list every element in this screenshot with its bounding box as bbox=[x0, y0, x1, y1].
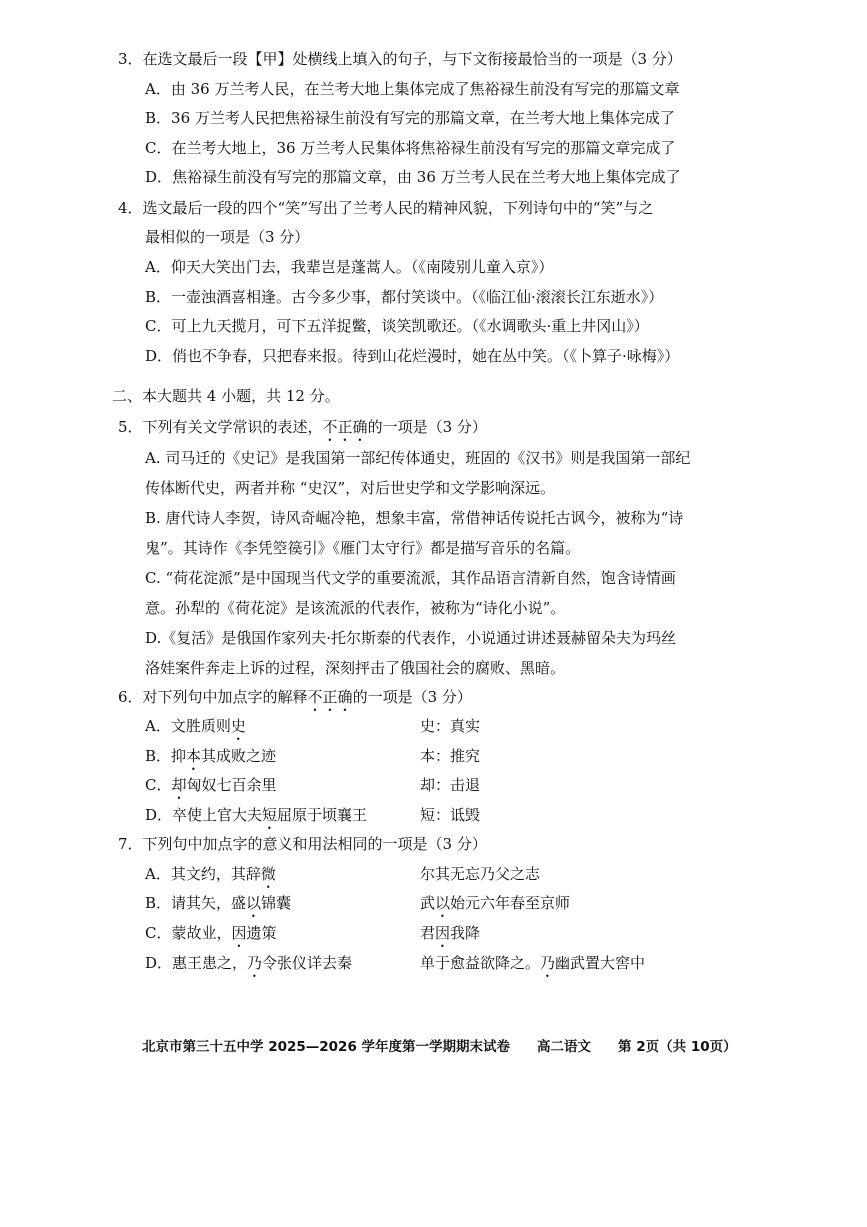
q3-option-a: A．由 36 万兰考人民，在兰考大地上集体完成了焦裕禄生前没有写完的那篇文章 bbox=[145, 80, 680, 98]
q5-option-a-line2: 传体断代史，两者并称 “史汉”，对后世史学和文学影响深远。 bbox=[145, 479, 556, 497]
emphasis-text: 不正确 bbox=[322, 418, 368, 436]
q6-option-d: D．卒使上官大夫短屈原于顷襄王 bbox=[145, 806, 368, 824]
q7-option-c-left: C．蒙故业，因遗策 bbox=[145, 924, 277, 942]
q7-option-b-right: 武以始元六年春至京师 bbox=[420, 894, 571, 912]
q6-gloss-a: 史：真实 bbox=[420, 717, 481, 735]
q7-option-c-right: 君因我降 bbox=[420, 924, 481, 942]
q3-stem: 3．在选文最后一段【甲】处横线上填入的句子，与下文衔接最恰当的一项是（3 分） bbox=[118, 50, 682, 68]
q5-stem: 5．下列有关文学常识的表述，不正确的一项是（3 分） bbox=[118, 418, 487, 436]
section-heading: 二、本大题共 4 小题，共 12 分。 bbox=[112, 387, 340, 405]
q6-option-b: B．抑本其成败之迹 bbox=[145, 747, 277, 765]
q6-gloss-d: 短：诋毁 bbox=[420, 806, 481, 824]
q6-stem: 6．对下列句中加点字的解释不正确的一项是（3 分） bbox=[118, 688, 472, 706]
q6-gloss-b: 本：推究 bbox=[420, 747, 481, 765]
q5-option-d-line2: 洛娃案件奔走上诉的过程，深刻抨击了俄国社会的腐败、黑暗。 bbox=[145, 659, 566, 677]
q5-option-c-line1: C. “荷花淀派”是中国现当代文学的重要流派，其作品语言清新自然，饱含诗情画 bbox=[145, 569, 676, 587]
q7-option-d-right: 单于愈益欲降之。乃幽武置大窖中 bbox=[420, 954, 646, 972]
q7-stem: 7．下列句中加点字的意义和用法相同的一项是（3 分） bbox=[118, 835, 487, 853]
q7-option-a-left: A．其文约，其辞微 bbox=[145, 865, 276, 883]
q6-option-a: A．文胜质则史 bbox=[145, 717, 246, 735]
q6-option-c: C．却匈奴七百余里 bbox=[145, 776, 277, 794]
q3-option-c: C．在兰考大地上，36 万兰考人民集体将焦裕禄生前没有写完的那篇文章完成了 bbox=[145, 139, 676, 157]
emphasis-text: 不正确 bbox=[307, 688, 353, 706]
q4-option-b: B．一壶浊酒喜相逢。古今多少事，都付笑谈中。（《临江仙·滚滚长江东逝水》） bbox=[145, 288, 664, 306]
q4-option-c: C．可上九天揽月，可下五洋捉鳖，谈笑凯歌还。（《水调歌头·重上井冈山》） bbox=[145, 317, 649, 335]
q5-option-a-line1: A. 司马迁的《史记》是我国第一部纪传体通史，班固的《汉书》则是我国第一部纪 bbox=[145, 449, 691, 467]
q4-stem-line2: 最相似的一项是（3 分） bbox=[145, 228, 310, 246]
q7-option-a-right: 尔其无忘乃父之志 bbox=[420, 865, 541, 883]
q7-option-d-left: D．惠王患之，乃令张仪详去秦 bbox=[145, 954, 353, 972]
q5-option-b-line2: 鬼”。其诗作《李凭箜篌引》《雁门太守行》都是描写音乐的名篇。 bbox=[145, 539, 581, 557]
q7-option-b-left: B．请其矢，盛以锦囊 bbox=[145, 894, 292, 912]
q3-option-d: D．焦裕禄生前没有写完的那篇文章，由 36 万兰考人民在兰考大地上集体完成了 bbox=[145, 168, 681, 186]
q4-option-d: D．俏也不争春，只把春来报。待到山花烂漫时，她在丛中笑。（《卜算子·咏梅》） bbox=[145, 347, 680, 365]
q4-stem-line1: 4．选文最后一段的四个“笑”写出了兰考人民的精神风貌，下列诗句中的“笑”与之 bbox=[118, 199, 654, 217]
q5-option-b-line1: B. 唐代诗人李贺，诗风奇崛冷艳，想象丰富，常借神话传说托古讽今，被称为“诗 bbox=[145, 509, 684, 527]
q5-option-d-line1: D.《复活》是俄国作家列夫·托尔斯泰的代表作，小说通过讲述聂赫留朵夫为玛丝 bbox=[145, 629, 677, 647]
q3-option-b: B．36 万兰考人民把焦裕禄生前没有写完的那篇文章，在兰考大地上集体完成了 bbox=[145, 109, 675, 127]
q5-option-c-line2: 意。孙犁的《荷花淀》是该流派的代表作，被称为“诗化小说”。 bbox=[145, 599, 566, 617]
q4-option-a: A．仰天大笑出门去，我辈岂是蓬蒿人。（《南陵别儿童入京》） bbox=[145, 258, 554, 276]
q6-gloss-c: 却：击退 bbox=[420, 776, 481, 794]
page-footer: 北京市第三十五中学 2025—2026 学年度第一学期期末试卷 高二语文 第 2页（共 10页） bbox=[142, 1039, 737, 1055]
